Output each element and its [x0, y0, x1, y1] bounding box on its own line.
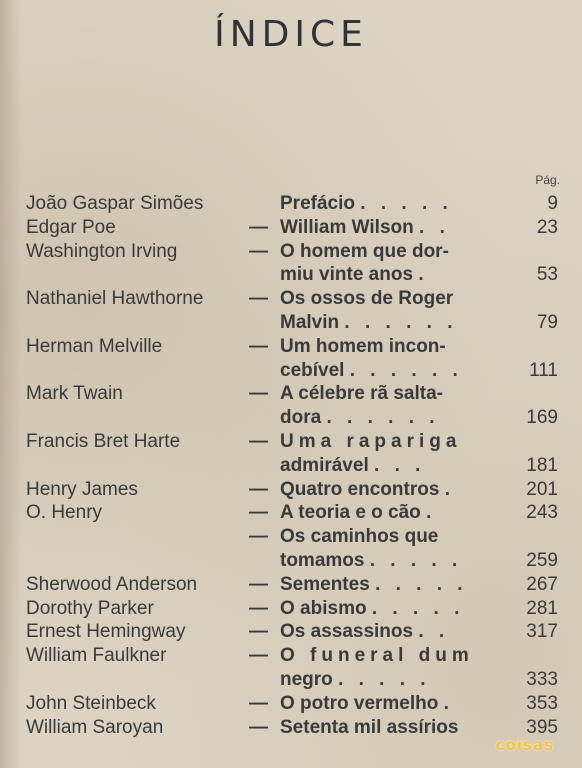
- toc-author: William Faulkner: [26, 645, 167, 667]
- toc-line: [0, 668, 582, 692]
- toc-entry: [0, 573, 582, 597]
- table-of-contents: [0, 192, 582, 739]
- toc-leader-dots: . . . . .: [338, 668, 431, 690]
- toc-work-title: [280, 382, 443, 406]
- toc-work-title: [280, 406, 440, 430]
- toc-dash: —: [249, 573, 268, 595]
- toc-line: [0, 644, 582, 668]
- toc-page-number: 169: [526, 407, 558, 429]
- toc-page-number: 333: [526, 668, 558, 690]
- toc-page-number: 53: [536, 264, 558, 286]
- toc-leader-dots: . . . . .: [369, 549, 463, 571]
- toc-line: [0, 335, 582, 359]
- toc-entry: [0, 501, 582, 525]
- toc-work-text: O abismo: [280, 597, 367, 619]
- toc-dash: —: [249, 621, 268, 643]
- toc-line: [0, 240, 582, 264]
- toc-work-text: Uma rapariga: [280, 430, 462, 452]
- toc-leader-dots: .: [418, 264, 429, 286]
- toc-entry: [0, 525, 582, 573]
- watermark-logo: coisas: [495, 736, 554, 754]
- toc-entry: [0, 430, 582, 478]
- toc-line: [0, 192, 582, 216]
- toc-author: Nathaniel Hawthorne: [26, 288, 204, 310]
- toc-leader-dots: . . .: [374, 454, 426, 476]
- toc-work-title: [280, 335, 446, 359]
- toc-entry: [0, 192, 582, 216]
- toc-work-text: A teoria e o cão: [280, 502, 421, 524]
- toc-work-text: miu vinte anos: [280, 264, 414, 286]
- toc-dash: —: [249, 526, 268, 548]
- toc-leader-dots: . . . . . .: [349, 359, 463, 381]
- toc-author: Sherwood Anderson: [26, 573, 198, 595]
- toc-line: [0, 597, 582, 621]
- toc-line: [0, 478, 582, 502]
- toc-author: Francis Bret Harte: [26, 430, 181, 452]
- toc-line: [0, 382, 582, 406]
- toc-work-text: Quatro encontros: [280, 478, 440, 500]
- toc-author: O. Henry: [26, 502, 103, 524]
- toc-line: [0, 287, 582, 311]
- toc-leader-dots: . .: [419, 216, 450, 238]
- toc-dash: —: [249, 383, 268, 405]
- toc-line: [0, 573, 582, 597]
- toc-work-title: [280, 359, 463, 383]
- toc-line: [0, 359, 582, 383]
- toc-page-number: 317: [526, 621, 558, 643]
- toc-entry: [0, 620, 582, 644]
- toc-author: João Gaspar Simões: [26, 193, 204, 214]
- toc-author: William Saroyan: [26, 716, 164, 738]
- toc-work-title: [280, 263, 429, 287]
- toc-dash: —: [249, 597, 268, 619]
- toc-entry: [0, 382, 582, 430]
- toc-line: [0, 454, 582, 478]
- toc-work-title: [280, 501, 436, 525]
- toc-leader-dots: .: [444, 478, 455, 500]
- toc-work-title: [280, 311, 457, 335]
- toc-page-number: 181: [526, 454, 558, 476]
- toc-work-text: A célebre rã salta-: [280, 383, 443, 405]
- toc-page-number: 243: [526, 502, 558, 524]
- toc-work-text: tomamos: [280, 549, 365, 571]
- toc-entry: [0, 597, 582, 621]
- toc-work-title: [280, 573, 468, 597]
- page-column-header: Pág.: [535, 173, 560, 187]
- toc-work-title: [280, 192, 453, 216]
- toc-work-title: [280, 216, 450, 240]
- toc-dash: —: [249, 502, 268, 524]
- toc-dash: —: [249, 478, 268, 500]
- toc-work-title: [280, 454, 425, 478]
- toc-entry: [0, 240, 582, 288]
- toc-author: John Steinbeck: [26, 692, 156, 714]
- toc-page-number: 23: [536, 216, 558, 238]
- toc-work-text: Os ossos de Roger: [280, 288, 454, 310]
- toc-work-title: [280, 668, 431, 692]
- toc-leader-dots: . . . . . .: [344, 311, 458, 333]
- toc-work-title: [280, 644, 474, 668]
- toc-page-number: 111: [529, 359, 558, 381]
- toc-leader-dots: .: [426, 502, 437, 524]
- toc-work-title: [280, 240, 449, 264]
- toc-work-text: negro: [280, 668, 333, 690]
- toc-dash: —: [249, 240, 268, 262]
- toc-dash: —: [249, 288, 268, 310]
- toc-entry: [0, 287, 582, 335]
- toc-author: Ernest Hemingway: [26, 621, 186, 643]
- toc-work-text: Setenta mil assírios: [280, 716, 459, 738]
- toc-work-text: Os caminhos que: [280, 526, 439, 548]
- toc-author: Edgar Poe: [26, 216, 116, 238]
- toc-dash: —: [249, 335, 268, 357]
- toc-work-title: [280, 597, 464, 621]
- toc-work-text: O potro vermelho: [280, 692, 439, 714]
- toc-leader-dots: . . . . .: [360, 193, 453, 214]
- toc-entry: [0, 644, 582, 692]
- toc-work-text: admirável: [280, 454, 369, 476]
- toc-work-title: [280, 430, 461, 454]
- toc-work-text: Os assassinos: [280, 621, 414, 643]
- toc-leader-dots: . . . . . .: [326, 407, 440, 429]
- toc-author: Washington Irving: [26, 240, 178, 262]
- toc-leader-dots: .: [443, 692, 454, 714]
- toc-page-number: 395: [526, 716, 558, 738]
- toc-work-text: Sementes: [280, 573, 370, 595]
- toc-work-title: [280, 620, 449, 644]
- toc-work-text: William Wilson: [280, 216, 414, 238]
- toc-page-number: 201: [526, 478, 558, 500]
- toc-work-text: Malvin: [280, 311, 340, 333]
- toc-work-text: O homem que dor-: [280, 240, 449, 262]
- toc-dash: —: [249, 692, 268, 714]
- toc-line: [0, 620, 582, 644]
- toc-page-number: 281: [526, 597, 558, 619]
- toc-work-text: cebível: [280, 359, 345, 381]
- toc-entry: [0, 478, 582, 502]
- toc-dash: —: [249, 216, 268, 238]
- toc-work-text: O funeral dum: [280, 645, 474, 667]
- toc-author: Dorothy Parker: [26, 597, 154, 619]
- toc-dash: —: [249, 645, 268, 667]
- toc-work-title: [280, 716, 458, 740]
- toc-page-number: 9: [547, 193, 558, 214]
- toc-page-number: 353: [526, 692, 558, 714]
- toc-page-number: 267: [526, 573, 558, 595]
- toc-line: [0, 549, 582, 573]
- toc-leader-dots: . . . . .: [371, 597, 465, 619]
- toc-work-title: [280, 525, 438, 549]
- toc-dash: —: [249, 430, 268, 452]
- page-title: ÍNDICE: [214, 14, 368, 55]
- toc-line: [0, 692, 582, 716]
- toc-line: [0, 525, 582, 549]
- toc-page-number: 259: [526, 549, 558, 571]
- toc-work-title: [280, 478, 455, 502]
- toc-line: [0, 311, 582, 335]
- toc-line: [0, 263, 582, 287]
- toc-dash: —: [249, 716, 268, 738]
- toc-author: Mark Twain: [26, 383, 123, 405]
- toc-work-text: Prefácio: [280, 193, 355, 214]
- toc-leader-dots: . .: [418, 621, 450, 643]
- toc-work-title: [280, 692, 454, 716]
- toc-entry: [0, 216, 582, 240]
- toc-line: [0, 430, 582, 454]
- toc-entry: [0, 335, 582, 383]
- toc-line: [0, 406, 582, 430]
- toc-work-title: [280, 287, 453, 311]
- toc-author: Herman Melville: [26, 335, 163, 357]
- toc-work-text: dora: [280, 407, 322, 429]
- toc-entry: [0, 692, 582, 716]
- toc-line: [0, 216, 582, 240]
- toc-line: [0, 501, 582, 525]
- toc-work-title: [280, 549, 462, 573]
- toc-page-number: 79: [536, 311, 558, 333]
- toc-leader-dots: . . . . .: [375, 573, 468, 595]
- toc-author: Henry James: [26, 478, 138, 500]
- toc-work-text: Um homem incon-: [280, 335, 446, 357]
